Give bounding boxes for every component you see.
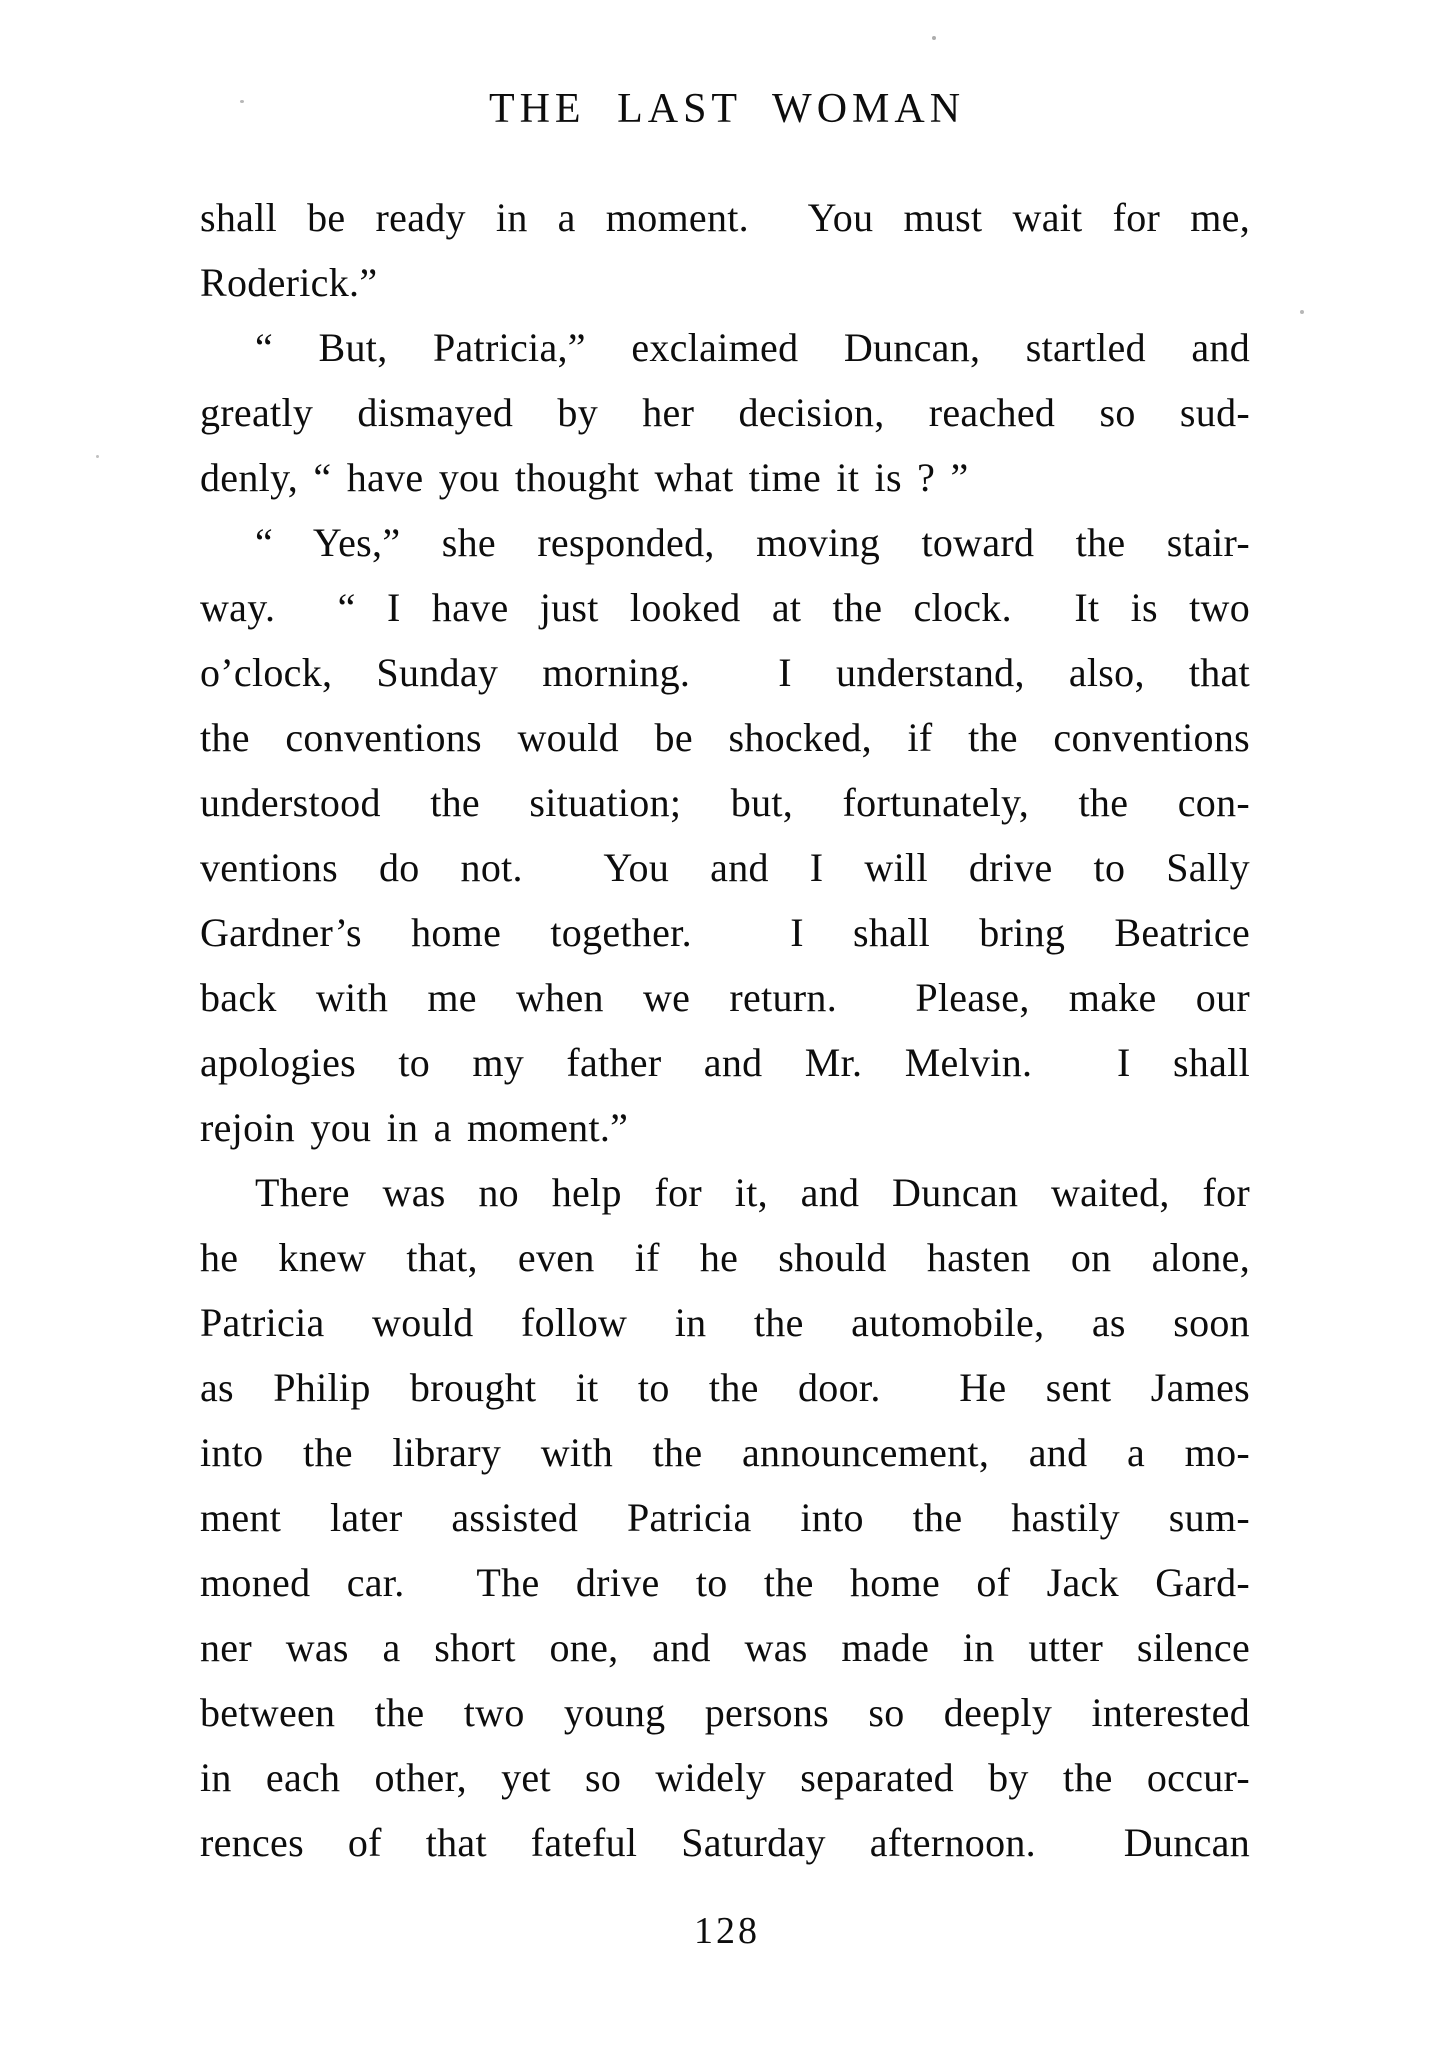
text-line: ventions do not. You and I will drive to Sally bbox=[200, 845, 1250, 890]
text-line: way. “ I have just looked at the clock. It is two bbox=[200, 585, 1250, 630]
text-line: shall be ready in a moment. You must wait for me, bbox=[200, 195, 1250, 240]
text-line: ner was a short one, and was made in utter silence bbox=[200, 1625, 1250, 1670]
scan-speck bbox=[96, 455, 99, 458]
page-number: 128 bbox=[694, 1910, 760, 1952]
text-line: Gardner’s home together. I shall bring Beatrice bbox=[200, 910, 1250, 955]
body-text bbox=[200, 185, 1250, 1875]
text-line: ment later assisted Patricia into the hastily sum- bbox=[200, 1495, 1250, 1540]
text-line: denly, “ have you thought what time it is ? ” bbox=[200, 455, 969, 500]
scan-speck bbox=[1300, 310, 1304, 314]
scan-speck bbox=[932, 36, 936, 40]
text-line: Roderick.” bbox=[200, 260, 378, 305]
text-line: moned car. The drive to the home of Jack Gard- bbox=[200, 1560, 1250, 1605]
text-line: as Philip brought it to the door. He sent James bbox=[200, 1365, 1250, 1410]
text-line: into the library with the announcement, and a mo- bbox=[200, 1430, 1250, 1475]
text-line: “ But, Patricia,” exclaimed Duncan, startled and bbox=[255, 325, 1250, 370]
text-line: in each other, yet so widely separated by the occur- bbox=[200, 1755, 1250, 1800]
text-line: between the two young persons so deeply interested bbox=[200, 1690, 1250, 1735]
text-line: rejoin you in a moment.” bbox=[200, 1105, 629, 1150]
text-line: rences of that fateful Saturday afternoon. Duncan bbox=[200, 1820, 1250, 1865]
text-line: the conventions would be shocked, if the conventions bbox=[200, 715, 1250, 760]
scan-speck bbox=[240, 100, 244, 103]
running-header: THE LAST WOMAN bbox=[488, 86, 966, 132]
text-line: greatly dismayed by her decision, reached so sud- bbox=[200, 390, 1250, 435]
text-line: “ Yes,” she responded, moving toward the stair- bbox=[255, 520, 1250, 565]
text-line: o’clock, Sunday morning. I understand, also, that bbox=[200, 650, 1250, 695]
text-line: back with me when we return. Please, make our bbox=[200, 975, 1250, 1020]
text-line: apologies to my father and Mr. Melvin. I shall bbox=[200, 1040, 1250, 1085]
text-line: understood the situation; but, fortunately, the con- bbox=[200, 780, 1250, 825]
text-line: There was no help for it, and Duncan waited, for bbox=[255, 1170, 1250, 1215]
text-line: he knew that, even if he should hasten on alone, bbox=[200, 1235, 1250, 1280]
text-line: Patricia would follow in the automobile, as soon bbox=[200, 1300, 1250, 1345]
